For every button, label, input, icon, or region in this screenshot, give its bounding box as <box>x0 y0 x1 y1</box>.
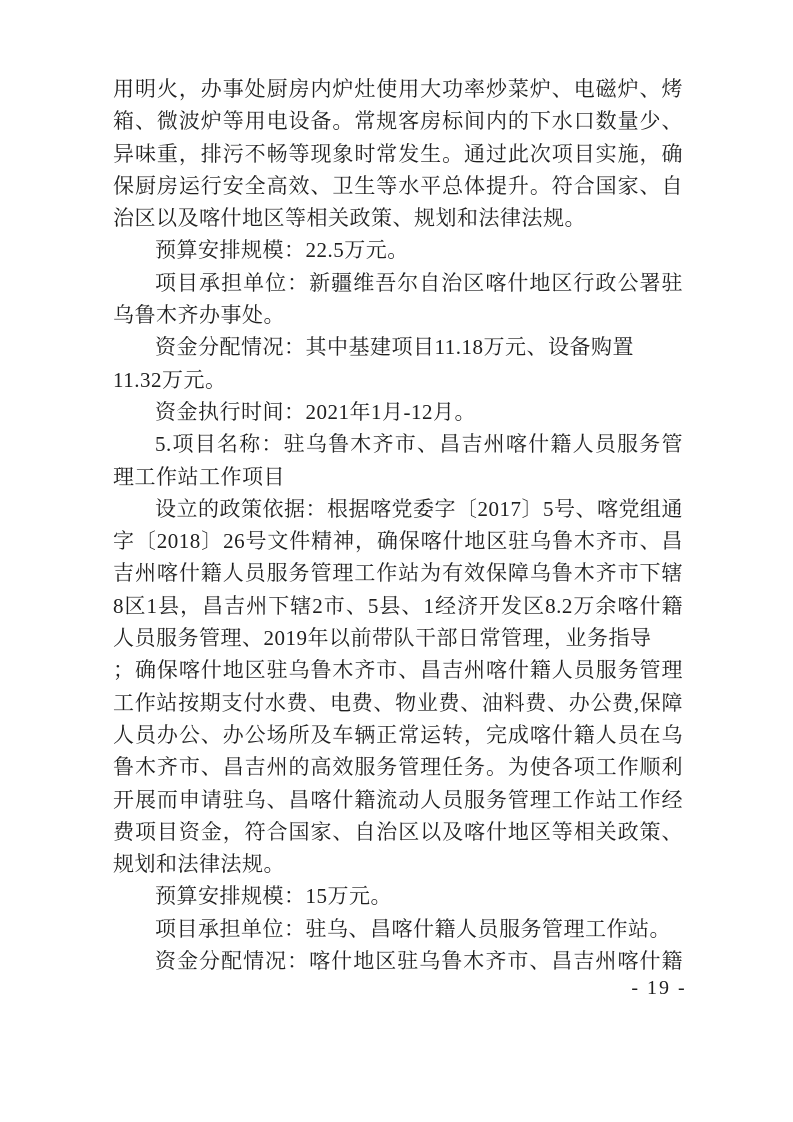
text-line: 预算安排规模：22.5万元。 <box>155 238 409 263</box>
text-line: 鲁木齐市、昌吉州的高效服务管理任务。为使各项工作顺利 <box>113 755 683 780</box>
text-line: 规划和法律法规。 <box>113 852 285 877</box>
text-line: 乌鲁木齐办事处。 <box>113 303 285 328</box>
text-line: 字〔2018〕26号文件精神，确保喀什地区驻乌鲁木齐市、昌 <box>113 529 683 554</box>
text-line: 资金分配情况：喀什地区驻乌鲁木齐市、昌吉州喀什籍 <box>155 949 683 974</box>
text-line: 治区以及喀什地区等相关政策、规划和法律法规。 <box>113 206 586 231</box>
text-line: 8区1县，昌吉州下辖2市、5县、1经济开发区8.2万余喀什籍 <box>113 593 683 618</box>
text-line: 11.32万元。 <box>113 367 227 392</box>
text-line: 5.项目名称：驻乌鲁木齐市、昌吉州喀什籍人员服务管 <box>155 432 683 457</box>
text-line: 理工作站工作项目 <box>113 464 285 489</box>
text-line: 保厨房运行安全高效、卫生等水平总体提升。符合国家、自 <box>113 173 683 198</box>
text-line: 资金执行时间：2021年1月-12月。 <box>155 399 476 424</box>
document-body <box>113 73 683 977</box>
text-line: 吉州喀什籍人员服务管理工作站为有效保障乌鲁木齐市下辖 <box>113 561 683 586</box>
text-line: 设立的政策依据：根据喀党委字〔2017〕5号、喀党组通 <box>155 496 683 521</box>
text-line: 工作站按期支付水费、电费、物业费、油料费、办公费,保障 <box>113 690 683 715</box>
text-line: 人员服务管理、2019年以前带队干部日常管理，业务指导 <box>113 626 652 651</box>
text-line: 费项目资金，符合国家、自治区以及喀什地区等相关政策、 <box>113 819 683 844</box>
text-line: 预算安排规模：15万元。 <box>155 884 392 909</box>
text-line: 人员办公、办公场所及车辆正常运转，完成喀什籍人员在乌 <box>113 722 683 747</box>
text-line: 异味重，排污不畅等现象时常发生。通过此次项目实施，确 <box>113 141 683 166</box>
text-line: 箱、微波炉等用电设备。常规客房标间内的下水口数量少、 <box>113 109 683 134</box>
text-line: 资金分配情况：其中基建项目11.18万元、设备购置 <box>155 335 634 360</box>
text-line: 开展而申请驻乌、昌喀什籍流动人员服务管理工作站工作经 <box>113 787 683 812</box>
text-line: 项目承担单位：新疆维吾尔自治区喀什地区行政公署驻 <box>155 270 683 295</box>
text-line: 项目承担单位：驻乌、昌喀什籍人员服务管理工作站。 <box>155 916 671 941</box>
page-number: - 19 - <box>631 977 687 999</box>
text-line: ；确保喀什地区驻乌鲁木齐市、昌吉州喀什籍人员服务管理 <box>113 658 683 683</box>
text-line: 用明火，办事处厨房内炉灶使用大功率炒菜炉、电磁炉、烤 <box>113 77 683 101</box>
